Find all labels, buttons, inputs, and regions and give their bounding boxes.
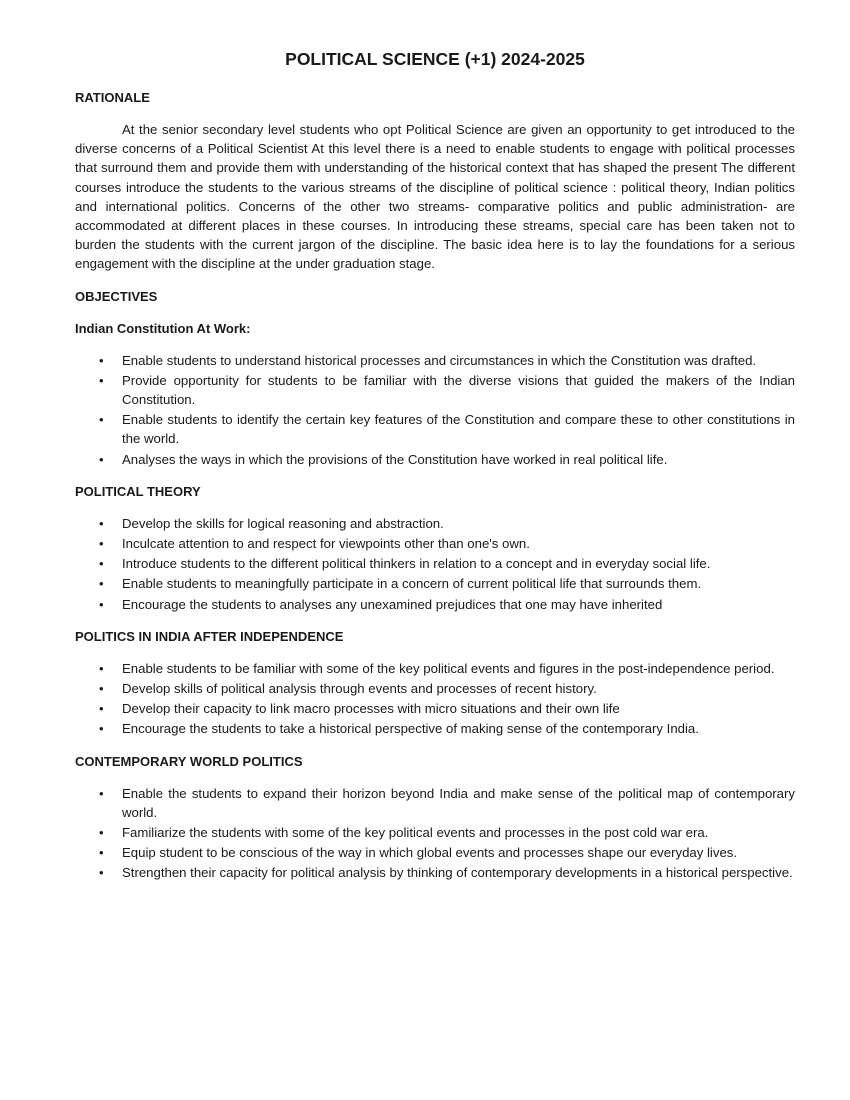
- list-item: [75, 699, 795, 718]
- list-item-text: Inculcate attention to and respect for viewpoints other than one's own.: [122, 536, 530, 552]
- section-heading-rationale: RATIONALE: [75, 90, 150, 105]
- list-item-text: Provide opportunity for students to be familiar with the diverse visions that guided the makers of the Indian Constitution.: [122, 372, 795, 408]
- list-item: [75, 514, 795, 533]
- list-item: [75, 863, 795, 882]
- bullet-icon: •: [99, 681, 104, 697]
- list-item-text: Strengthen their capacity for political analysis by thinking of contemporary developments in a historical perspective.: [122, 865, 793, 881]
- list-item: [75, 450, 795, 469]
- list-item: [75, 719, 795, 738]
- bullet-icon: •: [99, 556, 104, 572]
- bullet-icon: •: [99, 372, 104, 388]
- bullet-icon: •: [99, 576, 104, 592]
- section-heading-politics-in-india: POLITICS IN INDIA AFTER INDEPENDENCE: [75, 628, 344, 644]
- rationale-paragraph: At the senior secondary level students who opt Political Science are given an opportunity to get introduced to the diverse concerns of a Political Scientist At this level there is a need to enable students to engage with political processes that surround them and provide them with understanding of the historical context that has shaped the present The different courses introduce the students to the various streams of the discipline of political science : political theory, Indian politics and international politics. Concerns of the other two streams- comparative politics and public administration- are accommodated at different places in these courses. In introducing these streams, special care has been taken not to burden the students with the current jargon of the discipline. The basic idea here is to lay the foundations for a serious engagement with the discipline at the under graduation stage.: [75, 122, 795, 272]
- document-page: [75, 46, 795, 896]
- list-item: [75, 371, 795, 409]
- list-item-text: Enable students to understand historical processes and circumstances in which the Constitution was drafted.: [122, 352, 757, 368]
- political-theory-list: [75, 514, 795, 614]
- contemporary-world-list: [75, 784, 795, 883]
- bullet-icon: •: [99, 451, 104, 467]
- list-item: [75, 659, 795, 678]
- list-item: [75, 595, 795, 614]
- bullet-icon: •: [99, 596, 104, 612]
- list-item: [75, 554, 795, 573]
- list-item-text: Encourage the students to take a historical perspective of making sense of the contemporary India.: [122, 721, 699, 737]
- politics-in-india-list: [75, 659, 795, 739]
- bullet-icon: •: [99, 660, 104, 676]
- list-item-text: Develop their capacity to link macro processes with micro situations and their own life: [122, 701, 620, 717]
- section-heading-political-theory: POLITICAL THEORY: [75, 483, 201, 499]
- list-item-text: Introduce students to the different political thinkers in relation to a concept and in everyday social life.: [122, 556, 711, 572]
- list-item: [75, 823, 795, 842]
- page-title: POLITICAL SCIENCE (+1) 2024-2025: [285, 49, 585, 69]
- section-heading-objectives: OBJECTIVES: [75, 288, 158, 304]
- bullet-icon: •: [99, 536, 104, 552]
- section-heading-contemporary-world: CONTEMPORARY WORLD POLITICS: [75, 753, 303, 769]
- bullet-icon: •: [99, 825, 104, 841]
- list-item: [75, 679, 795, 698]
- list-item-text: Equip student to be conscious of the way in which global events and processes shape our everyday lives.: [122, 845, 738, 861]
- list-item-text: Familiarize the students with some of the key political events and processes in the post cold war era.: [122, 825, 709, 841]
- list-item-text: Enable students to meaningfully participate in a concern of current political life that surrounds them.: [122, 576, 702, 592]
- list-item-text: Enable students to be familiar with some of the key political events and figures in the post-independence period.: [122, 660, 775, 676]
- list-item: [75, 410, 795, 448]
- bullet-icon: •: [99, 352, 104, 368]
- list-item: [75, 784, 795, 822]
- list-item-text: Encourage the students to analyses any unexamined prejudices that one may have inherited: [122, 596, 663, 612]
- bullet-icon: •: [99, 701, 104, 717]
- list-item-text: Develop the skills for logical reasoning and abstraction.: [122, 515, 444, 531]
- bullet-icon: •: [99, 865, 104, 881]
- list-item-text: Enable the students to expand their horizon beyond India and make sense of the political map of contemporary world.: [122, 785, 795, 820]
- bullet-icon: •: [99, 412, 104, 428]
- list-item: [75, 351, 795, 370]
- list-item: [75, 534, 795, 553]
- list-item-text: Enable students to identify the certain key features of the Constitution and compare these to other constitutions in the world.: [122, 412, 795, 447]
- subheading-indian-constitution: Indian Constitution At Work:: [75, 320, 251, 336]
- list-item-text: Develop skills of political analysis through events and processes of recent history.: [122, 681, 597, 697]
- bullet-icon: •: [99, 845, 104, 861]
- bullet-icon: •: [99, 721, 104, 737]
- list-item: [75, 574, 795, 593]
- constitution-objectives-list: [75, 351, 795, 469]
- list-item-text: Analyses the ways in which the provisions of the Constitution have worked in real political life.: [122, 451, 668, 467]
- bullet-icon: •: [99, 515, 104, 531]
- bullet-icon: •: [99, 785, 104, 801]
- list-item: [75, 843, 795, 862]
